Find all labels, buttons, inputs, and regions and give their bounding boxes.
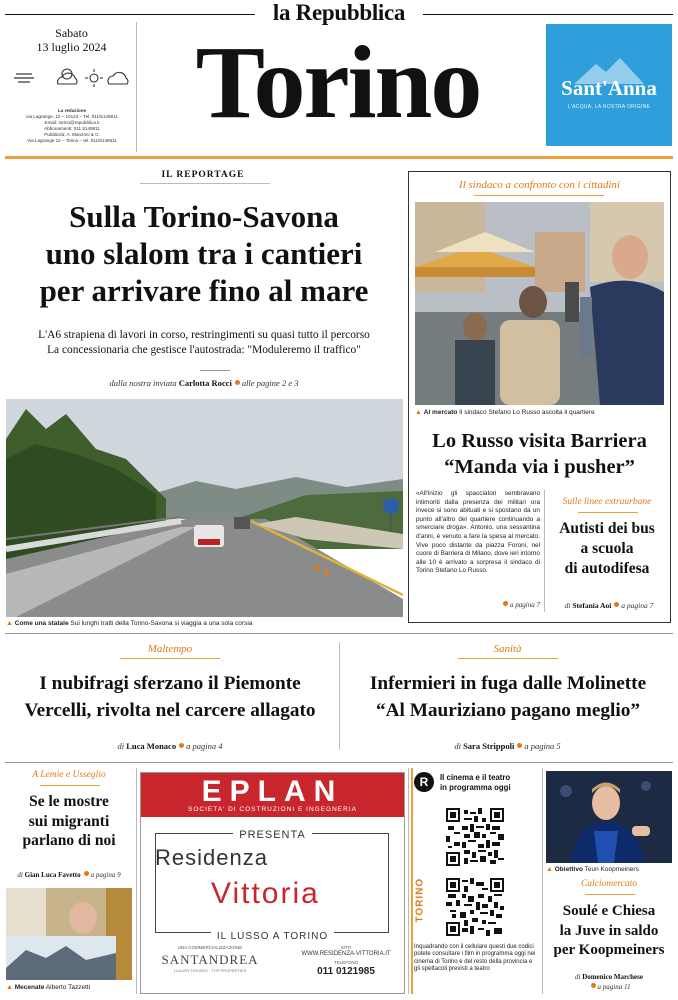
byline-author: Gian Luca Favetto — [24, 871, 81, 879]
redazione-line: Pubblicità: A. Manzoni & C. — [44, 132, 100, 137]
lead-summary-line: L'A6 strapiena di lavori in corso, restringimenti su quasi tutto il percorso — [38, 329, 370, 341]
sindaco-column-divider — [544, 490, 545, 612]
eplan-site[interactable]: WWW.RESIDENZA-VITTORIA.IT — [301, 951, 391, 957]
eplan-title1: Residenza — [155, 845, 268, 870]
repubblica-logo-icon: R — [414, 772, 434, 792]
calcio-headline-line: Soulé e Chiesa — [562, 903, 656, 919]
lead-headline-line: Sulla Torino-Savona — [69, 199, 339, 234]
cinema-qr-code[interactable] — [446, 808, 504, 866]
cinema-body: Inquadrando con il cellulare questi due codici potete consultare i film in programma oggi nei cinema di Torino e del resto della provincia e gli spettacoli previsti a teatro — [414, 944, 536, 973]
masthead-divider — [136, 22, 137, 152]
byline-author: Luca Monaco — [126, 741, 177, 751]
eplan-phone-label: TELEFONO — [333, 960, 359, 965]
calcio-caption — [546, 866, 672, 873]
weather-strip — [10, 62, 132, 92]
sindaco-kicker-rule — [474, 195, 604, 196]
caption-text: Sui lunghi tratti della Torino-Savona si viaggia a una sola corsia — [70, 620, 253, 627]
sindaco-headline-line: “Manda via i pusher” — [444, 456, 635, 478]
qr-code-icon — [446, 808, 504, 866]
cloud-icon — [108, 72, 128, 84]
bottom-divider-3 — [542, 768, 543, 994]
mostre-headline-line: Se le mostre — [29, 793, 109, 810]
byline-pages: a pagina 5 — [524, 741, 561, 751]
sanita-kicker-rule — [458, 658, 558, 659]
mostre-headline[interactable] — [5, 792, 133, 851]
triangle-icon: ▲ — [546, 866, 553, 873]
lead-headline-line: per arrivare fino al mare — [39, 273, 369, 308]
caption-text: Teun Koopmeiners — [584, 866, 639, 873]
byline-pages: a pagina 9 — [90, 871, 121, 879]
autisti-kicker: Sulle linee extraurbane — [562, 497, 652, 507]
masthead-rule-right — [423, 14, 673, 15]
byline-pages: alle pagine 2 e 3 — [241, 378, 299, 388]
calcio-headline-line: la Juve in saldo — [559, 922, 659, 939]
maltempo-headline[interactable] — [2, 670, 338, 724]
bullet-icon — [235, 380, 240, 385]
maltempo-headline-line: Vercelli, rivolta nel carcere allagato — [24, 700, 316, 721]
sponsor-tagline: L'ACQUA, LA NOSTRA ORIGINE — [567, 104, 651, 110]
byline-prefix: di — [17, 871, 23, 879]
highway-photo-image — [6, 399, 403, 617]
calcio-byline — [546, 972, 672, 992]
bottom-divider-1 — [136, 768, 137, 994]
partly-cloudy-icon — [58, 69, 77, 84]
cinema-title-line: Il cinema e il teatro — [440, 773, 511, 782]
paper-name[interactable]: la Repubblica — [272, 0, 406, 25]
lead-byline — [4, 378, 404, 388]
eplan-agency: SANTANDREA — [161, 952, 259, 967]
calcio-headline-line: per Koopmeiners — [553, 942, 665, 958]
market-photo-image — [415, 202, 664, 405]
bullet-icon — [591, 983, 596, 988]
sanita-headline-line: “Al Mauriziano pagano meglio” — [375, 700, 641, 721]
mecenate-photo-image — [6, 888, 132, 980]
triangle-icon: ▲ — [6, 620, 13, 627]
bullet-icon — [614, 602, 619, 607]
byline-pages: a pagina 4 — [186, 741, 223, 751]
eplan-presenta: PRESENTA — [233, 829, 311, 841]
byline-prefix: di — [575, 973, 581, 981]
byline-prefix: di — [564, 601, 571, 610]
caption-bold: Obiettivo — [554, 866, 583, 873]
redazione-box — [16, 108, 128, 144]
bullet-icon — [503, 601, 508, 606]
byline-prefix: di — [117, 741, 125, 751]
autisti-headline-line: Autisti dei bus — [559, 520, 655, 537]
redazione-line: Abbonamenti: 011 5149811 — [44, 126, 100, 131]
autisti-headline[interactable] — [546, 519, 668, 579]
lead-summary-line: La concessionaria che gestisce l'autostrada: "Moduleremo il traffico" — [47, 344, 361, 356]
sindaco-headline[interactable] — [410, 428, 669, 480]
byline-pages: a pagina 7 — [510, 601, 540, 609]
sun-icon — [85, 69, 103, 87]
autisti-headline-line: a scuola — [580, 540, 634, 557]
sindaco-caption — [415, 409, 664, 416]
caption-bold: Al mercato — [423, 409, 458, 416]
lead-section-rule — [140, 183, 270, 184]
mostre-kicker: A Lemie e Usseglio — [32, 770, 106, 780]
date-full: 13 luglio 2024 — [36, 40, 107, 54]
cinema-title-line: in programma oggi — [440, 782, 511, 792]
lead-photo[interactable] — [6, 399, 403, 617]
sponsor-brand: Sant'Anna — [561, 76, 657, 100]
koopmeiners-photo-image — [546, 771, 672, 863]
bullet-icon — [84, 871, 89, 876]
sindaco-headline-line: Lo Russo visita Barriera — [432, 430, 647, 452]
byline-pages: a pagina 7 — [621, 601, 654, 610]
lead-summary — [4, 328, 404, 358]
byline-prefix: dalla nostra inviata — [109, 378, 177, 388]
teatro-qr-code[interactable] — [446, 878, 504, 936]
section-rule-1 — [5, 633, 673, 634]
eplan-site-label: SITO — [340, 945, 352, 950]
eplan-brand-sub: SOCIETA' DI COSTRUZIONI E INGEGNERIA — [188, 806, 357, 813]
eplan-presenta-wrap — [141, 825, 404, 843]
eplan-agency-small: UNA COMMERCIALIZZAZIONE — [177, 945, 243, 950]
triangle-icon: ▲ — [415, 409, 422, 416]
byline-author: Stefania Aoi — [572, 601, 612, 610]
autisti-byline — [548, 601, 670, 610]
sun-haze-icon — [14, 74, 34, 82]
redazione-line: via Lagrange, 12 – 10123 – Tel. 011/5149811 — [26, 114, 118, 119]
redazione-title: La redazione — [57, 108, 87, 113]
city-title[interactable]: Torino — [195, 25, 481, 140]
mostre-byline — [2, 871, 136, 879]
caption-bold: Come una statale — [14, 620, 69, 627]
maltempo-kicker-rule — [120, 658, 220, 659]
byline-author: Carlotta Rocci — [178, 378, 232, 388]
sindaco-pages — [416, 601, 540, 609]
autisti-headline-line: di autodifesa — [564, 560, 650, 577]
sanita-headline[interactable] — [340, 670, 676, 724]
qr-code-icon — [446, 878, 504, 936]
byline-pages: a pagina 11 — [597, 983, 631, 991]
calcio-photo[interactable] — [546, 771, 672, 863]
bullet-icon — [517, 743, 522, 748]
maltempo-kicker: Maltempo — [147, 643, 193, 655]
lead-photo-caption — [6, 620, 403, 627]
sindaco-body: «All'inizio gli spacciatori sembravano intimoriti dalla presenza dei militari ora invece si sono abituati e si spostano da un punto all'altro del quartiere continuando a smerciare droga». Antonio, una sessantina d'anni, è venuto a fare la spesa al mercato. Vive poco distante da piazza Foroni, nel cuore di Barriera di Milano, dove ieri intorno alle 10 è arrivato a sorpresa il sindaco di Torino Stefano Lo Russo. — [416, 490, 540, 575]
byline-author: Sara Strippoli — [463, 741, 515, 751]
lead-section: IL REPORTAGE — [161, 170, 245, 180]
sindaco-photo[interactable] — [415, 202, 664, 405]
caption-text: Alberto Tazzetti — [45, 984, 91, 991]
section-rule-2 — [5, 762, 673, 763]
maltempo-byline — [5, 741, 335, 751]
eplan-brand: EPLAN — [201, 775, 344, 808]
mostre-photo[interactable] — [6, 888, 132, 980]
masthead-bottom-rule — [5, 156, 673, 159]
redazione-line: Email: torino@repubblica.it — [44, 120, 100, 125]
date-day: Sabato — [55, 26, 88, 40]
caption-bold: Mecenate — [14, 984, 45, 991]
eplan-title2: Vittoria — [211, 877, 320, 910]
eplan-ad[interactable] — [140, 772, 405, 994]
calcio-kicker: Calciomercato — [580, 879, 638, 889]
eplan-agency-sub: LUXURY HOUSES · TOP PROPERTIES — [173, 968, 247, 973]
triangle-icon: ▲ — [6, 984, 13, 991]
lead-summary-rule — [200, 370, 230, 371]
mostre-kicker-rule — [40, 785, 100, 786]
calcio-kicker-rule — [585, 894, 635, 895]
cinema-vertical-label: TORINO — [414, 877, 426, 923]
sanita-kicker: Sanità — [493, 643, 522, 655]
bottom-divider-2 — [408, 768, 409, 994]
byline-author: Domenico Marchese — [582, 973, 643, 981]
eplan-phone[interactable]: 011 0121985 — [317, 966, 375, 977]
mostre-headline-line: parlano di noi — [22, 832, 116, 849]
redazione-line: Via Lagrange 12 – Torino – tel. 011/5149611 — [27, 138, 117, 143]
lead-headline-line: uno slalom tra i cantieri — [45, 236, 363, 271]
calcio-headline[interactable] — [544, 902, 674, 961]
lead-headline[interactable] — [4, 198, 404, 309]
eplan-claim-wrap — [141, 926, 404, 944]
sanita-headline-line: Infermieri in fuga dalle Molinette — [369, 673, 647, 694]
mostre-headline-line: sui migranti — [28, 812, 110, 830]
sponsor-ad[interactable] — [546, 24, 672, 146]
sindaco-kicker: Il sindaco a confronto con i cittadini — [459, 179, 620, 191]
masthead-rule-left — [5, 14, 255, 15]
weather-icons — [10, 62, 132, 92]
cinema-title — [440, 773, 540, 792]
bullet-icon — [179, 743, 184, 748]
autisti-kicker-rule — [578, 512, 638, 513]
mostre-caption — [6, 984, 134, 991]
byline-prefix: di — [454, 741, 461, 751]
sanita-byline — [342, 741, 673, 751]
caption-text: Il sindaco Stefano Lo Russo ascolta il quartiere — [459, 409, 595, 416]
eplan-claim: IL LUSSO A TORINO — [211, 931, 334, 942]
maltempo-headline-line: I nubifragi sferzano il Piemonte — [39, 673, 301, 694]
